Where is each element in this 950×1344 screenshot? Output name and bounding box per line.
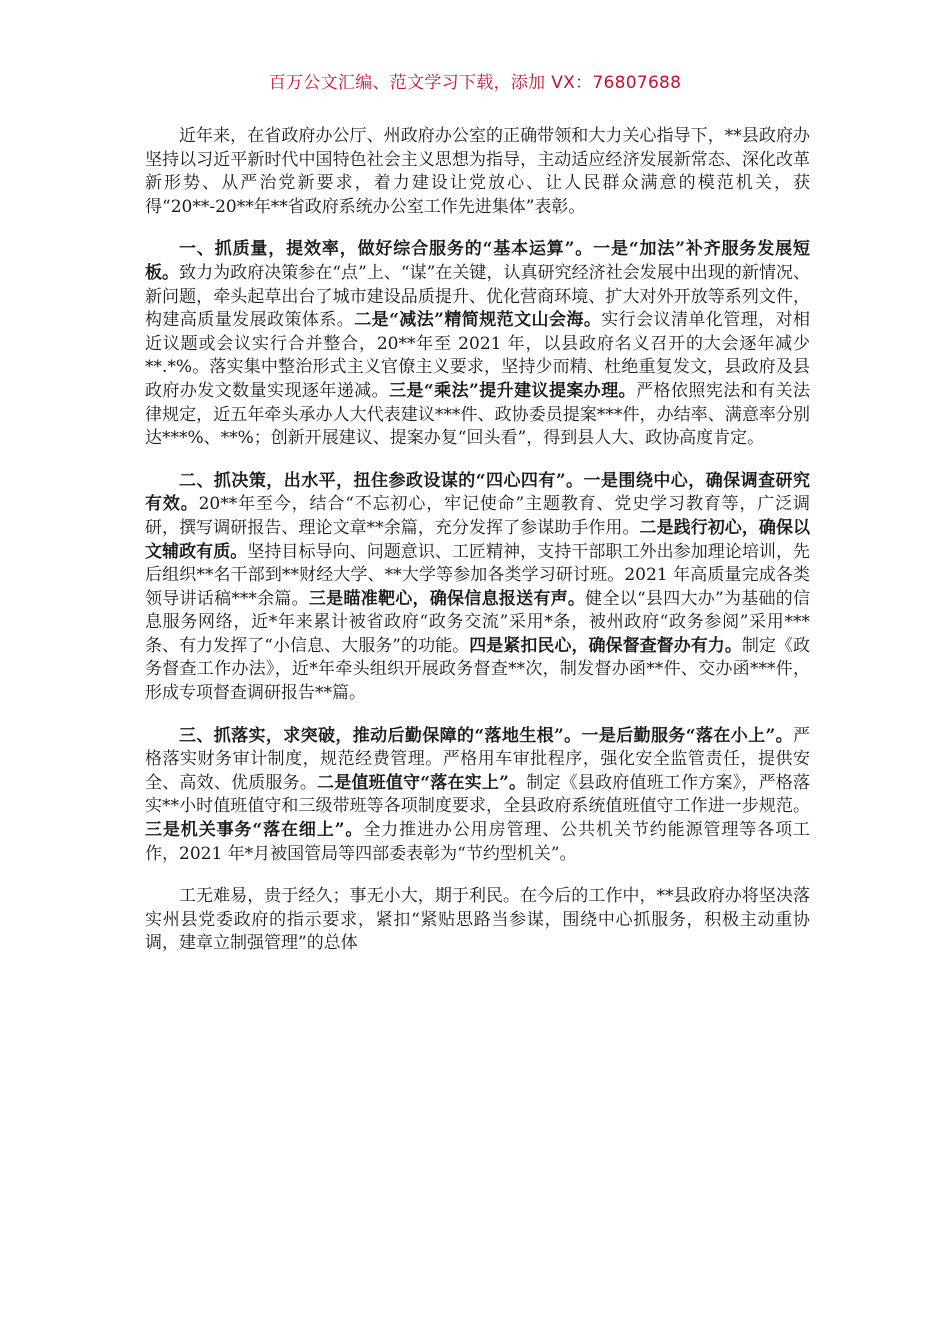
section-three-heading: 三、抓落实，求突破，推动后勤保障的“落地生根”。一是后勤服务“落在小上”。 <box>179 725 793 746</box>
section-two-paragraph <box>145 470 810 706</box>
section-three-text: 严格落实财务审计制度，规范经费管理。严格用车审批程序，强化安全监管责任，提供安全、高效、优质服务。 <box>145 725 810 793</box>
section-one-paragraph <box>145 238 810 450</box>
download-banner: 百万公文汇编、范文学习下载，添加 VX：76807688 <box>268 73 682 93</box>
section-one-text-3: 严格依照宪法和有关法律规定，近五年牵头承办人大代表建议***件、政协委员提案***件，办结率、满意率分别达***%、**%；创新开展建议、提案办复“回头看”，得到县人大、政协高度肯定。 <box>145 380 811 449</box>
closing-paragraph: 工无难易，贵于经久；事无小大，期于利民。在今后的工作中，**县政府办将坚决落实州县党委政府的指示要求，紧扣“紧贴思路当参谋，围绕中心抓服务，积极主动重协调，建章立制强管理”的总体 <box>145 886 810 954</box>
section-three-subheading-3: 三是机关事务“落在细上”。 <box>145 820 364 841</box>
section-two-text-2: 坚持目标导向、问题意识、工匠精神，支持干部职工外出参加理论培训，先后组织**名干部到**财经大学、**大学等参加各类学习研讨班。2021 年高质量完成各类领导讲话稿***余篇。 <box>145 541 811 609</box>
intro-paragraph: 近年来，在省政府办公厅、州政府办公室的正确带领和大力关心指导下，**县政府办坚持以习近平新时代中国特色社会主义思想为指导，主动适应经济发展新常态、深化改革新形势、从严治党新要求，着力建设让党放心、让人民群众满意的模范机关，获得“20**-20**年**省政府系统办公室工作先进集体”表彰。 <box>145 126 810 217</box>
section-two-text-4: 制定《政务督查工作办法》，近*年牵头组织开展政务督查**次，制发督办函**件、交办函***件，形成专项督查调研报告**篇。 <box>145 635 811 704</box>
section-three-subheading-2: 二是值班值守“落在实上”。 <box>317 772 527 793</box>
section-one-text: 致力为政府决策参在“点”上、“谋”在关键，认真研究经济社会发展中出现的新情况、新问题，牵头起草出台了城市建设品质提升、优化营商环境、扩大对外开放等系列文件，构建高质量发展政策体系。 <box>145 262 810 331</box>
section-one-subheading-3: 三是“乘法”提升建议提案办理。 <box>389 380 637 401</box>
section-one-heading: 一、抓质量，提效率，做好综合服务的“基本运算”。一是“加法”补齐服务发展短板。 <box>145 239 810 283</box>
section-one-text-2: 实行会议清单化管理，对相近议题或会议实行合并整合，20**年至 2021 年，以县政府名义召开的大会逐年减少**.*%。落实集中整治形式主义官僚主义要求，坚持少而精、杜绝重复发文，县政府及县政府办发文数量实现逐年递减。 <box>145 310 811 401</box>
section-two-heading: 二、抓决策，出水平，扭住参政设谋的“四心四有”。一是围绕中心，确保调查研究有效。 <box>145 470 810 515</box>
section-three-text-2: 制定《县政府值班工作方案》，严格落实**小时值班值守和三级带班等各项制度要求，全县政府系统值班值守工作进一步规范。 <box>145 772 811 817</box>
section-two-subheading-4: 四是紧扣民心，确保督查督办有力。 <box>469 635 742 656</box>
document-body <box>145 125 810 975</box>
section-two-subheading-2: 二是践行初心，确保以文辅政有质。 <box>145 517 811 562</box>
section-two-text-3: 健全以“县四大办”为基础的信息服务网络，近*年来累计被省政府“政务交流”采用*条，被州政府“政务参阅”采用***条、有力发挥了“小信息、大服务”的功能。 <box>145 588 811 656</box>
section-three-paragraph <box>145 725 810 867</box>
section-two-subheading-3: 三是瞄准靶心，确保信息报送有声。 <box>308 588 586 609</box>
section-three-text-3: 全力推进办公用房管理、公共机关节约能源管理等各项工作，2021 年*月被国管局等四部委表彰为“节约型机关”。 <box>145 820 811 864</box>
section-one-subheading-2: 二是“减法”精简规范文山会海。 <box>354 310 602 331</box>
section-two-text: 20**年至今，结合“不忘初心，牢记使命”主题教育、党史学习教育等，广泛调研，撰写调研报告、理论文章**余篇，充分发挥了参谋助手作用。 <box>145 494 811 538</box>
